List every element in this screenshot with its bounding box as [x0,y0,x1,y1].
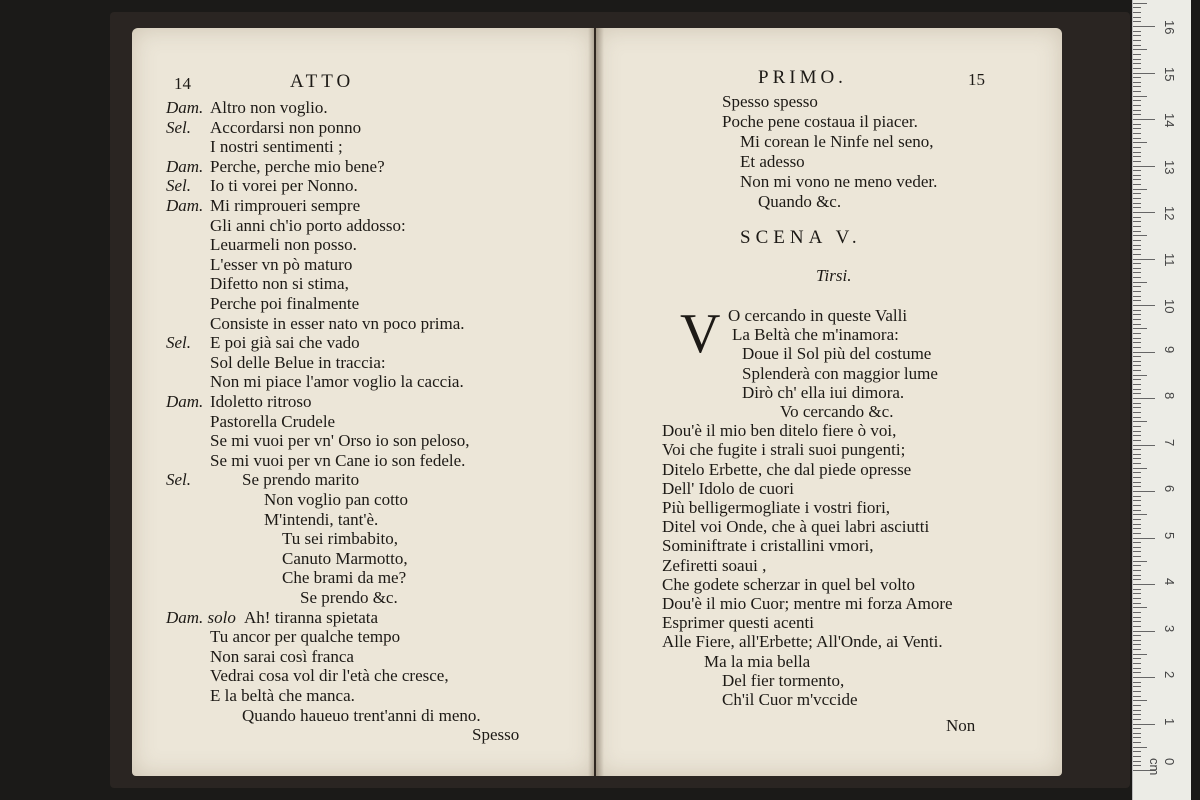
ruler-tick [1133,35,1141,36]
ruler-tick [1133,677,1155,678]
ruler-tick [1133,714,1141,715]
ruler-tick [1133,728,1141,729]
verse-line: Sol delle Belue in traccia: [210,352,386,372]
verse-line: Che godete scherzar in quel bel volto [662,574,916,594]
ruler-tick [1133,631,1155,632]
ruler-tick [1133,96,1147,97]
verse-line: Dou'è il mio Cuor; mentre mi forza Amore [662,594,953,613]
verse-line: Poche pene costaua il piacer. [722,112,918,131]
ruler-tick [1133,40,1141,41]
ruler-tick [1133,389,1141,390]
verse-line: O cercando in queste Valli [728,306,908,325]
ruler-tick [1133,356,1141,357]
ruler-tick [1133,328,1147,329]
verse-line: Quando &c. [758,192,842,211]
verse-line: E la beltà che manca. [210,686,355,705]
ruler-tick [1133,765,1141,766]
ruler-tick [1133,412,1141,413]
ruler-tick [1133,365,1141,366]
ruler-tick [1133,379,1141,380]
ruler-tick [1133,91,1141,92]
speaker-label: Dam. [166,98,204,117]
ruler-unit-label: 0 cm [1147,758,1177,776]
verse-line: Se prendo &c. [300,588,398,607]
ruler-tick [1133,547,1141,548]
ruler-tick [1133,277,1141,278]
ruler-tick [1133,458,1141,459]
ruler-tick [1133,696,1141,697]
ruler-number: 16 [1162,20,1177,35]
ruler-tick [1133,421,1147,422]
speaker-label: Sel. [166,176,192,196]
ruler-tick [1133,152,1141,153]
ruler-tick [1133,268,1141,269]
ruler-tick [1133,296,1141,297]
verse-line: Splenderà con maggior lume [742,363,938,383]
verse-line: Pastorella Crudele [210,411,336,431]
verse-line: Accordarsi non ponno [210,117,362,137]
ruler-tick [1133,114,1141,115]
ruler-tick [1133,189,1147,190]
verse-line: Altro non voglio. [210,98,328,117]
verse-line: Perche, perche mio bene? [210,156,385,176]
verse-line: Ah! tiranna spietata [244,607,379,627]
ruler-tick [1133,710,1141,711]
ruler-tick [1133,203,1141,204]
verse-line: Che brami da me? [282,568,407,588]
ruler-tick [1133,626,1141,627]
ruler-tick [1133,500,1141,501]
ruler-tick [1133,528,1141,529]
ruler-tick [1133,286,1141,287]
verse-line: M'intendi, tant'è. [264,509,379,529]
ruler-tick [1133,682,1141,683]
ruler-tick [1133,761,1141,762]
ruler-tick [1133,565,1141,566]
verse-line: Più belligermogliate i vostri fiori, [662,498,891,517]
ruler-tick [1133,119,1155,120]
ruler-tick [1133,105,1141,106]
speaker-label: Dam. [166,156,204,176]
verse-line: Voi che fugite i strali suoi pungenti; [662,440,906,460]
verse-line: Del fier tormento, [722,670,845,690]
ruler-number: 7 [1162,438,1177,446]
ruler-tick [1133,26,1155,27]
verse-line: Sominiftrate i cristallini vmori, [662,536,874,556]
ruler-tick [1133,100,1141,101]
ruler-tick [1133,510,1141,511]
ruler-tick [1133,291,1141,292]
ruler-tick [1133,756,1141,757]
ruler-tick [1133,45,1141,46]
ruler-tick [1133,263,1141,264]
speaker-label: Sel. [166,117,192,137]
ruler-tick [1133,142,1147,143]
speaker-label: Dam. [166,196,204,215]
speaker-label: Dam. [166,392,204,411]
ruler-tick [1133,138,1141,139]
ruler-number: 8 [1162,392,1177,400]
ruler-tick [1133,654,1147,655]
verse-line: Non mi vono ne meno veder. [740,172,938,191]
ruler-tick [1133,110,1141,111]
verse-line: Dirò ch' ella iui dimora. [742,382,905,402]
ruler-tick [1133,635,1141,636]
left-page [132,28,594,776]
ruler-number: 15 [1162,66,1177,81]
ruler-tick [1133,21,1141,22]
ruler-tick [1133,593,1141,594]
ruler-tick [1133,54,1141,55]
verse-line: La Beltà che m'inamora: [732,325,899,345]
ruler-tick [1133,607,1147,608]
ruler-tick [1133,491,1155,492]
ruler-number: 11 [1162,252,1177,266]
ruler-tick [1133,482,1141,483]
ruler-tick [1133,551,1141,552]
ruler-tick [1133,179,1141,180]
ruler-tick [1133,226,1141,227]
ruler-tick [1133,686,1141,687]
ruler-tick [1133,128,1141,129]
verse-line: Perche poi finalmente [210,294,360,313]
running-header-right: PRIMO. [758,67,847,88]
verse-line: Non sarai così franca [210,646,354,666]
ruler-tick [1133,472,1141,473]
ruler-tick [1133,584,1155,585]
ruler-tick [1133,575,1141,576]
verse-line: Tu ancor per qualche tempo [210,627,401,647]
ruler-tick [1133,166,1155,167]
ruler-tick [1133,561,1147,562]
ruler-tick [1133,454,1141,455]
ruler-tick [1133,733,1141,734]
ruler-tick [1133,245,1141,246]
ruler-tick [1133,259,1155,260]
verse-line: E poi già sai che vado [210,333,360,353]
ruler-number: 5 [1162,531,1177,539]
ruler-tick [1133,63,1141,64]
ruler-tick [1133,133,1141,134]
ruler-tick [1133,370,1141,371]
ruler-number: 2 [1162,671,1177,679]
ruler-tick [1133,579,1141,580]
ruler-tick [1133,644,1141,645]
verse-line: Ditelo Erbette, che dal piede opresse [662,459,912,479]
verse-line: Mi corean le Ninfe nel seno, [740,132,934,151]
page-number-right: 15 [968,70,985,89]
ruler-tick [1133,658,1141,659]
ruler-tick [1133,272,1141,273]
ruler-tick [1133,663,1141,664]
verse-line: Vedrai cosa vol dir l'età che cresce, [210,666,449,686]
ruler-tick [1133,342,1141,343]
verse-line: Doue il Sol più del costume [742,344,932,364]
ruler-tick [1133,742,1141,743]
running-header-left: ATTO [290,71,355,92]
verse-line: Leuarmeli non posso. [210,235,357,255]
ruler-number: 12 [1162,206,1177,221]
ruler-tick [1133,198,1141,199]
ruler-tick [1133,431,1141,432]
ruler-tick [1133,77,1141,78]
ruler-tick [1133,640,1141,641]
ruler-tick [1133,556,1141,557]
ruler-tick [1133,672,1141,673]
verse-line: Se mi vuoi per vn Cane io son fedele. [210,450,466,470]
ruler-tick [1133,73,1155,74]
ruler-tick [1133,12,1141,13]
ruler-tick [1133,221,1141,222]
ruler-tick [1133,538,1155,539]
speaker-label: Sel. [166,333,192,353]
verse-line: Quando haueuo trent'anni di meno. [242,705,481,725]
speaker-label: Dam. solo [166,607,236,627]
verse-line: Spesso spesso [722,92,818,111]
verse-line: Gli anni ch'io porto addosso: [210,215,406,235]
ruler-tick [1133,31,1141,32]
ruler-tick [1133,463,1141,464]
book-gutter [588,28,604,776]
ruler-tick [1133,589,1141,590]
ruler-tick [1133,393,1141,394]
ruler-tick [1133,724,1155,725]
verse-line: Ch'il Cuor m'vccide [722,690,858,709]
ruler-tick [1133,407,1141,408]
ruler-tick [1133,124,1141,125]
ruler-tick [1133,435,1141,436]
ruler-tick [1133,361,1141,362]
verse-line: Mi rimproueri sempre [210,196,361,215]
ruler-tick [1133,617,1141,618]
ruler-tick [1133,486,1141,487]
verse-line: Vo cercando &c. [780,402,894,421]
ruler-number: 4 [1162,578,1177,586]
verse-line: Alle Fiere, all'Erbette; All'Onde, ai Venti. [662,632,943,652]
ruler-tick [1133,86,1141,87]
verse-line: Difetto non si stima, [210,274,349,294]
ruler-tick [1133,524,1141,525]
ruler-tick [1133,426,1141,427]
ruler-tick [1133,347,1141,348]
verse-line: Ma la mia bella [704,651,811,671]
ruler-tick [1133,449,1141,450]
verse-line: Spesso [472,725,520,745]
page-number-left: 14 [174,74,191,93]
ruler-tick [1133,570,1141,571]
ruler-tick [1133,417,1141,418]
ruler-tick [1133,468,1147,469]
verse-line: Tu sei rimbabito, [282,529,399,549]
ruler-tick [1133,300,1141,301]
ruler-tick [1133,598,1141,599]
ruler-tick [1133,519,1141,520]
ruler-tick [1133,384,1141,385]
ruler-tick [1133,477,1141,478]
drop-cap: V [680,303,721,365]
ruler-tick [1133,533,1141,534]
ruler-tick [1133,17,1141,18]
ruler-tick [1133,156,1141,157]
ruler-tick [1133,352,1155,353]
ruler-tick [1133,700,1147,701]
verse-line: Canuto Marmotto, [282,548,408,568]
ruler-number: 13 [1162,159,1177,174]
catchword: Non [946,716,976,735]
ruler-tick [1133,737,1141,738]
ruler-tick [1133,338,1141,339]
ruler-tick [1133,691,1141,692]
ruler-tick [1133,612,1141,613]
verse-line: Dou'è il mio ben ditelo fiere ò voi, [662,421,897,441]
ruler-tick [1133,496,1141,497]
ruler-tick [1133,621,1141,622]
ruler-tick [1133,282,1147,283]
verse-line: Consiste in esser nato vn poco prima. [210,313,465,333]
verse-line: I nostri sentimenti ; [210,137,343,157]
ruler-number: 10 [1162,299,1177,314]
ruler-tick [1133,231,1141,232]
ruler-tick [1133,3,1147,4]
ruler-tick [1133,7,1141,8]
verse-line: L'esser vn pò maturo [210,254,353,274]
verse-line: Ditel voi Onde, che à quei labri asciutti [662,517,930,537]
ruler-tick [1133,49,1147,50]
ruler-tick [1133,668,1141,669]
ruler-tick [1133,719,1141,720]
ruler-tick [1133,603,1141,604]
ruler-tick [1133,193,1141,194]
ruler-tick [1133,514,1147,515]
ruler-number: 6 [1162,485,1177,493]
ruler-tick [1133,68,1141,69]
ruler-tick [1133,649,1141,650]
ruler-tick [1133,445,1155,446]
ruler-tick [1133,249,1141,250]
verse-line: Non mi piace l'amor voglio la caccia. [210,372,464,392]
ruler-tick [1133,161,1141,162]
verse-line: Idoletto ritroso [210,392,312,411]
ruler-tick [1133,403,1141,404]
ruler-number: 3 [1162,624,1177,632]
ruler-tick [1133,319,1141,320]
ruler-number: 9 [1162,345,1177,353]
ruler-number: 1 [1162,717,1177,725]
scene-heading: SCENA V. [740,227,862,248]
ruler-tick [1133,333,1141,334]
ruler-tick [1133,254,1141,255]
measuring-ruler [1132,0,1191,800]
ruler-tick [1133,310,1141,311]
ruler-tick [1133,170,1141,171]
ruler-tick [1133,305,1155,306]
ruler-tick [1133,235,1147,236]
ruler-tick [1133,314,1141,315]
ruler-tick [1133,440,1141,441]
ruler-tick [1133,375,1147,376]
ruler-tick [1133,147,1141,148]
ruler-tick [1133,59,1141,60]
ruler-tick [1133,207,1141,208]
ruler-tick [1133,505,1141,506]
verse-line: Esprimer questi acenti [662,613,815,633]
ruler-tick [1133,398,1155,399]
ruler-tick [1133,705,1141,706]
ruler-tick [1133,747,1147,748]
ruler-tick [1133,212,1155,213]
ruler-tick [1133,751,1141,752]
character-name: Tirsi. [816,266,852,285]
ruler-tick [1133,175,1141,176]
verse-line: Zefiretti soaui , [662,555,767,575]
verse-line: Non voglio pan cotto [264,490,409,509]
ruler-tick [1133,82,1141,83]
verse-line: Et adesso [740,152,805,171]
verse-line: Dell' Idolo de cuori [662,478,794,498]
verse-line: Se mi vuoi per vn' Orso io son peloso, [210,431,470,451]
right-page [596,28,1062,776]
ruler-tick [1133,184,1141,185]
ruler-number: 14 [1162,113,1177,128]
ruler-tick [1133,217,1141,218]
ruler-tick [1133,240,1141,241]
verse-line: Se prendo marito [242,470,360,490]
verse-line: Io ti vorei per Nonno. [210,176,358,196]
ruler-tick [1133,542,1141,543]
ruler-tick [1133,324,1141,325]
speaker-label: Sel. [166,470,192,490]
